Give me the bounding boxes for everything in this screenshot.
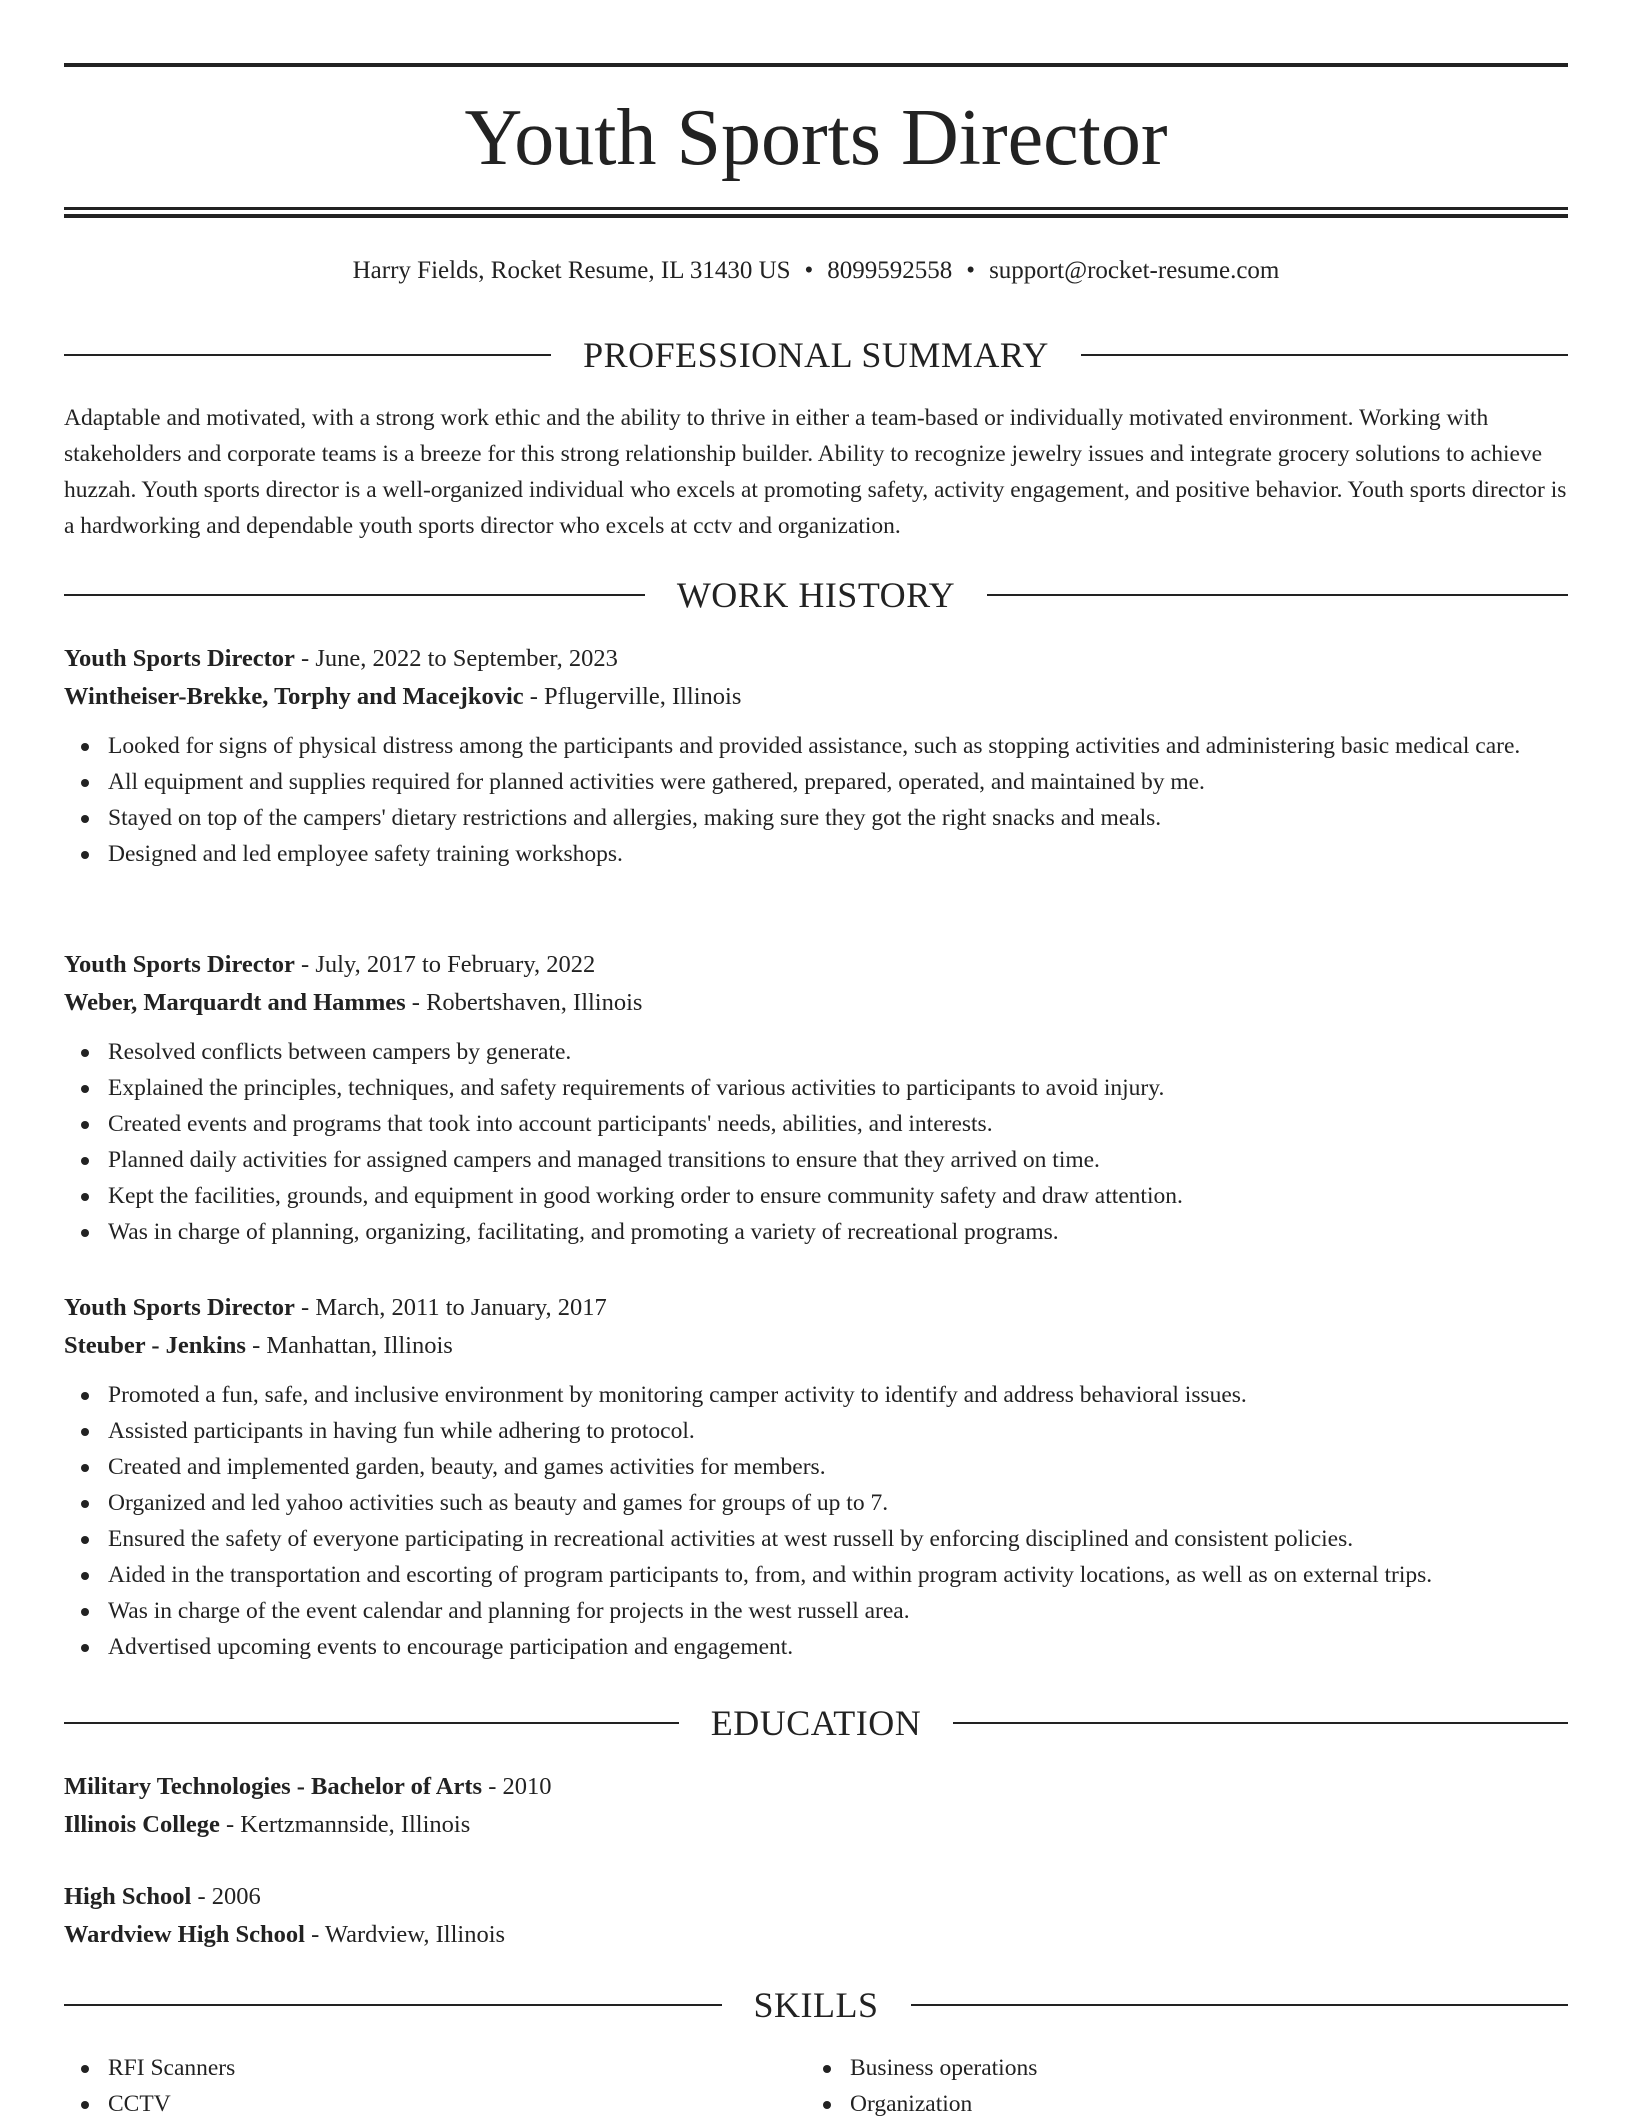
job-location: - Pflugerville, Illinois	[523, 683, 742, 710]
section-title: PROFESSIONAL SUMMARY	[583, 335, 1049, 375]
job-entry	[64, 1289, 1568, 1665]
summary-heading	[64, 335, 1568, 375]
education-degree: High School	[64, 1883, 192, 1910]
education-school-line	[64, 1806, 1568, 1844]
job-entry	[64, 946, 1568, 1250]
work-history-heading	[64, 575, 1568, 615]
list-item: Designed and led employee safety training workshops.	[64, 836, 1568, 872]
resume-name: Youth Sports Director	[464, 94, 1168, 182]
education-year: - 2010	[482, 1773, 552, 1800]
education-entry	[64, 1768, 1568, 1844]
list-item: All equipment and supplies required for planned activities were gathered, prepared, operated, and maintained by me.	[64, 764, 1568, 800]
job-dates: - July, 2017 to February, 2022	[294, 951, 596, 978]
job-location: - Manhattan, Illinois	[245, 1332, 453, 1359]
education-degree-line	[64, 1878, 1568, 1916]
contact-separator: •	[804, 257, 814, 284]
header-double-rule	[64, 207, 1568, 218]
contact-line	[64, 252, 1568, 290]
heading-rule	[911, 2004, 1569, 2006]
contact-email: support@rocket-resume.com	[989, 257, 1280, 284]
job-title: Youth Sports Director	[64, 645, 295, 672]
list-item: Assisted participants in having fun while adhering to protocol.	[64, 1413, 1568, 1449]
education-location: - Wardview, Illinois	[304, 1921, 506, 1948]
heading-rule	[64, 2004, 722, 2006]
job-entry	[64, 640, 1568, 872]
skills-bullets	[64, 2050, 806, 2122]
education-school: Wardview High School	[64, 1921, 305, 1948]
contact-separator: •	[966, 257, 976, 284]
job-bullets	[64, 1034, 1568, 1250]
education-school-line	[64, 1916, 1568, 1954]
job-dates: - June, 2022 to September, 2023	[294, 645, 618, 672]
job-company: Weber, Marquardt and Hammes	[64, 989, 406, 1016]
list-item: Planned daily activities for assigned campers and managed transitions to ensure that they arrived on time.	[64, 1142, 1568, 1178]
contact-phone: 8099592558	[827, 257, 953, 284]
summary-text: Adaptable and motivated, with a strong work ethic and the ability to thrive in either a team-based or individually motivated environment. Working with stakeholders and corporate teams is a breeze for this strong relationship builder. Ability to recognize jewelry issues and integrate grocery solutions to achieve huzzah. Youth sports director is a well-organized individual who excels at promoting safety, activity engagement, and positive behavior. Youth sports director is a hardworking and dependable youth sports director who excels at cctv and organization.	[64, 405, 1567, 539]
list-item: Aided in the transportation and escorting of program participants to, from, and within program activity locations, as well as on external trips.	[64, 1557, 1568, 1593]
list-item: Created events and programs that took into account participants' needs, abilities, and interests.	[64, 1106, 1568, 1142]
list-item: Stayed on top of the campers' dietary restrictions and allergies, making sure they got the right snacks and meals.	[64, 800, 1568, 836]
skills-column-right	[806, 2050, 1548, 2122]
section-title: WORK HISTORY	[676, 575, 956, 615]
education-degree-line	[64, 1768, 1568, 1806]
heading-rule	[1081, 354, 1568, 356]
heading-rule	[64, 594, 645, 596]
contact-address: Harry Fields, Rocket Resume, IL 31430 US	[352, 257, 791, 284]
skills-heading	[64, 1985, 1568, 2025]
list-item: Resolved conflicts between campers by generate.	[64, 1034, 1568, 1070]
job-title-line	[64, 640, 1568, 678]
skills-list	[64, 2050, 1568, 2122]
job-location: - Robertshaven, Illinois	[405, 989, 643, 1016]
heading-rule	[64, 1722, 679, 1724]
job-title-line	[64, 946, 1568, 984]
skills-bullets	[806, 2050, 1548, 2122]
list-item: Created and implemented garden, beauty, and games activities for members.	[64, 1449, 1568, 1485]
list-item: Ensured the safety of everyone participating in recreational activities at west russell by enforcing disciplined and consistent policies.	[64, 1521, 1568, 1557]
education-year: - 2006	[191, 1883, 261, 1910]
list-item: Organization	[806, 2086, 1548, 2122]
education-location: - Kertzmannside, Illinois	[219, 1811, 471, 1838]
education-heading	[64, 1703, 1568, 1743]
list-item: Organized and led yahoo activities such as beauty and games for groups of up to 7.	[64, 1485, 1568, 1521]
list-item: Advertised upcoming events to encourage participation and engagement.	[64, 1629, 1568, 1665]
job-company-line	[64, 678, 1568, 716]
list-item: Kept the facilities, grounds, and equipment in good working order to ensure community safety and draw attention.	[64, 1178, 1568, 1214]
job-title: Youth Sports Director	[64, 1294, 295, 1321]
section-title: SKILLS	[753, 1985, 879, 2025]
education-school: Illinois College	[64, 1811, 220, 1838]
education-entry	[64, 1878, 1568, 1954]
list-item: RFI Scanners	[64, 2050, 806, 2086]
skills-column-left	[64, 2050, 806, 2122]
heading-rule	[953, 1722, 1568, 1724]
list-item: Was in charge of planning, organizing, facilitating, and promoting a variety of recreational programs.	[64, 1214, 1568, 1250]
list-item: Was in charge of the event calendar and planning for projects in the west russell area.	[64, 1593, 1568, 1629]
job-company: Wintheiser-Brekke, Torphy and Macejkovic	[64, 683, 524, 710]
job-title: Youth Sports Director	[64, 951, 295, 978]
section-title: EDUCATION	[710, 1703, 922, 1743]
list-item: Business operations	[806, 2050, 1548, 2086]
education-degree: Military Technologies - Bachelor of Arts	[64, 1773, 483, 1800]
job-bullets	[64, 728, 1568, 872]
list-item: Explained the principles, techniques, and safety requirements of various activities to participants to avoid injury.	[64, 1070, 1568, 1106]
job-title-line	[64, 1289, 1568, 1327]
heading-rule	[987, 594, 1568, 596]
job-bullets	[64, 1377, 1568, 1665]
job-company-line	[64, 984, 1568, 1022]
list-item: Promoted a fun, safe, and inclusive environment by monitoring camper activity to identify and address behavioral issues.	[64, 1377, 1568, 1413]
heading-rule	[64, 354, 551, 356]
list-item: Looked for signs of physical distress among the participants and provided assistance, such as stopping activities and administering basic medical care.	[64, 728, 1568, 764]
job-company: Steuber - Jenkins	[64, 1332, 246, 1359]
job-company-line	[64, 1327, 1568, 1365]
list-item: CCTV	[64, 2086, 806, 2122]
job-dates: - March, 2011 to January, 2017	[294, 1294, 607, 1321]
header-top-rule	[64, 63, 1568, 67]
